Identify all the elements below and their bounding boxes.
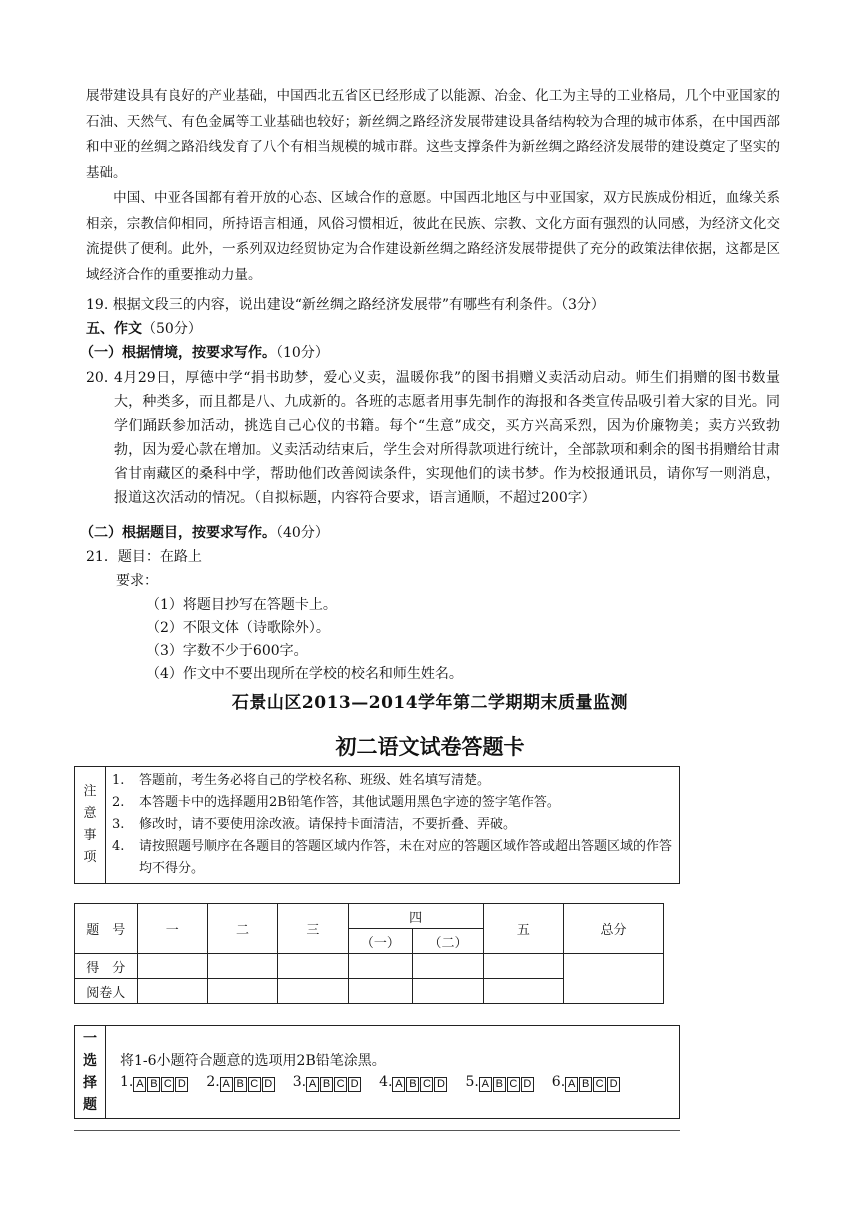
bubble-d[interactable]: D — [175, 1077, 188, 1092]
choice-label-char: 题 — [83, 1097, 97, 1113]
bubble-d[interactable]: D — [434, 1077, 447, 1092]
choice-number: 6. — [551, 1074, 566, 1090]
score-col-5: 五 — [483, 904, 563, 954]
score-cell[interactable] — [278, 954, 348, 979]
part-2-heading — [80, 522, 329, 542]
notice-number: 1. — [112, 773, 125, 788]
choice-number: 2. — [206, 1074, 220, 1090]
grader-cell[interactable] — [483, 979, 563, 1004]
choice-number: 4. — [379, 1074, 393, 1090]
score-col-4-sub-1: （一） — [348, 929, 413, 954]
bubble-c[interactable]: C — [507, 1077, 520, 1092]
answer-card-subtitle: 初二语文试卷答题卡 — [335, 735, 525, 759]
section-score: （50分） — [142, 321, 202, 337]
question-number: 20． — [86, 370, 118, 386]
choice-question-5 — [465, 1074, 534, 1092]
notice-item — [112, 814, 673, 836]
bubble-c[interactable]: C — [334, 1077, 347, 1092]
question-text: 4月29日，厚德中学“捐书助梦，爱心义卖，温暖你我”的图书捐赠义卖活动启动。师生们捐赠的图书数量大，种类多，而且都是八、九成新的。各班的志愿者用事先制作的海报和各类宣传品吸引着大家的目光。同学们踊跃参加活动，挑选自己心仪的书籍。每个“生意”成交，买方兴高采烈，因为价廉物美；卖方兴致勃勃，因为爱心款在增加。义卖活动结束后，学生会对所得款项进行统计，全部款项和剩余的图书捐赠给甘肃省甘南藏区的桑科中学，帮助他们改善阅读条件，实现他们的读书梦。作为校报通讯员，请你写一则消息，报道这次活动的情况。（自拟标题，内容符合要求，语言通顺，不超过200字） — [114, 370, 780, 506]
bubble-a[interactable]: A — [565, 1077, 578, 1092]
bubble-c[interactable]: C — [248, 1077, 261, 1092]
score-col-3: 三 — [278, 904, 348, 954]
notice-item — [112, 792, 673, 814]
score-cell[interactable] — [348, 954, 413, 979]
bubble-b[interactable]: B — [493, 1077, 506, 1092]
bubble-a[interactable]: A — [306, 1077, 319, 1092]
score-col-2: 二 — [207, 904, 277, 954]
notice-number: 2. — [112, 795, 125, 810]
notice-label-char: 注 — [83, 784, 97, 799]
grader-cell[interactable] — [137, 979, 207, 1004]
section-heading-text: 五、作文 — [86, 321, 142, 337]
score-col-4-sub-2: （二） — [413, 929, 484, 954]
choice-instruction: 将1-6小题符合题意的选项用2B铅笔涂黑。 — [120, 1053, 386, 1069]
choice-question-3 — [293, 1074, 362, 1092]
score-col-total: 总分 — [564, 904, 664, 954]
choice-label-char: 选 — [83, 1053, 97, 1069]
notice-item — [112, 770, 673, 792]
passage-paragraph-2 — [86, 186, 780, 288]
bubble-b[interactable]: B — [147, 1077, 160, 1092]
passage-text: 展带建设具有良好的产业基础，中国西北五省区已经形成了以能源、冶金、化工为主导的工业格局，几个中亚国家的石油、天然气、有色金属等工业基础也较好；新丝绸之路经济发展带建设具备结构较为合理的城市体系，在中国西部和中亚的丝绸之路沿线发育了八个有相当规模的城市群。这些支撑条件为新丝绸之路经济发展带的建设奠定了坚实的基础。 — [86, 88, 780, 181]
bubble-b[interactable]: B — [406, 1077, 419, 1092]
question-21-requirements-label: 要求： — [116, 573, 158, 589]
passage-paragraph-1 — [86, 84, 780, 186]
score-cell[interactable] — [413, 954, 484, 979]
question-19: 19. 根据文段三的内容，说出建设“新丝绸之路经济发展带”有哪些有利条件。（3分） — [86, 297, 605, 313]
bubble-a[interactable]: A — [133, 1077, 146, 1092]
grader-cell[interactable] — [207, 979, 277, 1004]
score-cell[interactable] — [207, 954, 277, 979]
requirement-item: （1）将题目抄写在答题卡上。 — [146, 597, 337, 613]
notice-text: 修改时，请不要使用涂改液。请保持卡面清洁，不要折叠、弄破。 — [139, 817, 517, 832]
notice-text: 本答题卡中的选择题用2B铅笔作答，其他试题用黑色字迹的签字笔作答。 — [139, 795, 560, 810]
requirement-item: （3）字数不少于600字。 — [146, 643, 308, 659]
part-score: （10分） — [276, 345, 329, 361]
notice-label-char: 事 — [83, 828, 97, 843]
notice-items — [106, 767, 680, 884]
bottom-divider — [74, 1130, 680, 1131]
bubble-d[interactable]: D — [348, 1077, 361, 1092]
multiple-choice-label — [75, 1026, 106, 1119]
choice-question-2 — [206, 1074, 275, 1092]
total-score-cell[interactable] — [564, 954, 664, 1004]
score-cell[interactable] — [137, 954, 207, 979]
requirement-item: （2）不限文体（诗歌除外）。 — [146, 620, 330, 636]
notice-text: 答题前，考生务必将自己的学校名称、班级、姓名填写清楚。 — [139, 773, 491, 788]
bubble-c[interactable]: C — [593, 1077, 606, 1092]
choice-number: 3. — [292, 1074, 307, 1090]
part-1-heading — [80, 342, 329, 362]
choice-label-char: 一 — [83, 1031, 97, 1047]
bubble-a[interactable]: A — [392, 1077, 405, 1092]
part-heading-text: （二）根据题目，按要求写作。 — [80, 525, 276, 541]
multiple-choice-box — [74, 1025, 680, 1119]
choice-question-1 — [120, 1074, 189, 1092]
row-label-score: 得 分 — [75, 954, 138, 979]
section-5-heading — [86, 318, 202, 338]
bubble-d[interactable]: D — [262, 1077, 275, 1092]
score-col-1: 一 — [137, 904, 207, 954]
bubble-a[interactable]: A — [220, 1077, 233, 1092]
choice-label-char: 择 — [83, 1075, 97, 1091]
notice-label-char: 意 — [83, 806, 97, 821]
row-label-grader: 阅卷人 — [75, 979, 138, 1004]
question-20 — [86, 366, 780, 510]
grader-cell[interactable] — [278, 979, 348, 1004]
bubble-b[interactable]: B — [579, 1077, 592, 1092]
score-table — [74, 903, 664, 1004]
choice-question-4 — [379, 1074, 448, 1092]
score-cell[interactable] — [483, 954, 563, 979]
notice-number: 4. — [112, 839, 125, 854]
question-21-title: 21．题目：在路上 — [86, 549, 202, 565]
notice-box — [74, 766, 680, 884]
row-label-question: 题 号 — [75, 904, 138, 954]
multiple-choice-body — [106, 1026, 680, 1119]
bubble-c[interactable]: C — [161, 1077, 174, 1092]
choice-number: 1. — [120, 1074, 134, 1090]
bubble-a[interactable]: A — [479, 1077, 492, 1092]
notice-label-char: 项 — [83, 850, 97, 865]
bubble-b[interactable]: B — [234, 1077, 247, 1092]
notice-text: 请按照题号顺序在各题目的答题区域内作答，未在对应的答题区域作答或超出答题区域的作答均不得分。 — [139, 839, 673, 876]
grader-cell[interactable] — [348, 979, 413, 1004]
choice-question-6 — [552, 1074, 621, 1092]
requirement-item: （4）作文中不要出现所在学校的校名和师生姓名。 — [146, 666, 463, 682]
bubble-d[interactable]: D — [607, 1077, 620, 1092]
bubble-b[interactable]: B — [320, 1077, 333, 1092]
bubble-d[interactable]: D — [521, 1077, 534, 1092]
notice-item — [112, 836, 673, 880]
choice-number: 5. — [465, 1074, 479, 1090]
grader-cell[interactable] — [413, 979, 484, 1004]
bubble-c[interactable]: C — [420, 1077, 433, 1092]
notice-number: 3. — [112, 817, 125, 832]
part-heading-text: （一）根据情境，按要求写作。 — [80, 345, 276, 361]
notice-label — [75, 767, 106, 884]
choice-options-row — [120, 1074, 679, 1092]
score-col-4: 四 — [348, 904, 483, 929]
answer-card-title: 石景山区2013—2014学年第二学期期末质量监测 — [231, 693, 629, 713]
passage-text: 中国、中亚各国都有着开放的心态、区域合作的意愿。中国西北地区与中亚国家，双方民族成份相近，血缘关系相亲，宗教信仰相同，所持语言相通，风俗习惯相近，彼此在民族、宗教、文化方面有强烈的认同感，为经济文化交流提供了便利。此外，一系列双边经贸协定为合作建设新丝绸之路经济发展带提供了充分的政策法律依据，这都是区域经济合作的重要推动力量。 — [86, 190, 780, 283]
part-score: （40分） — [276, 525, 329, 541]
